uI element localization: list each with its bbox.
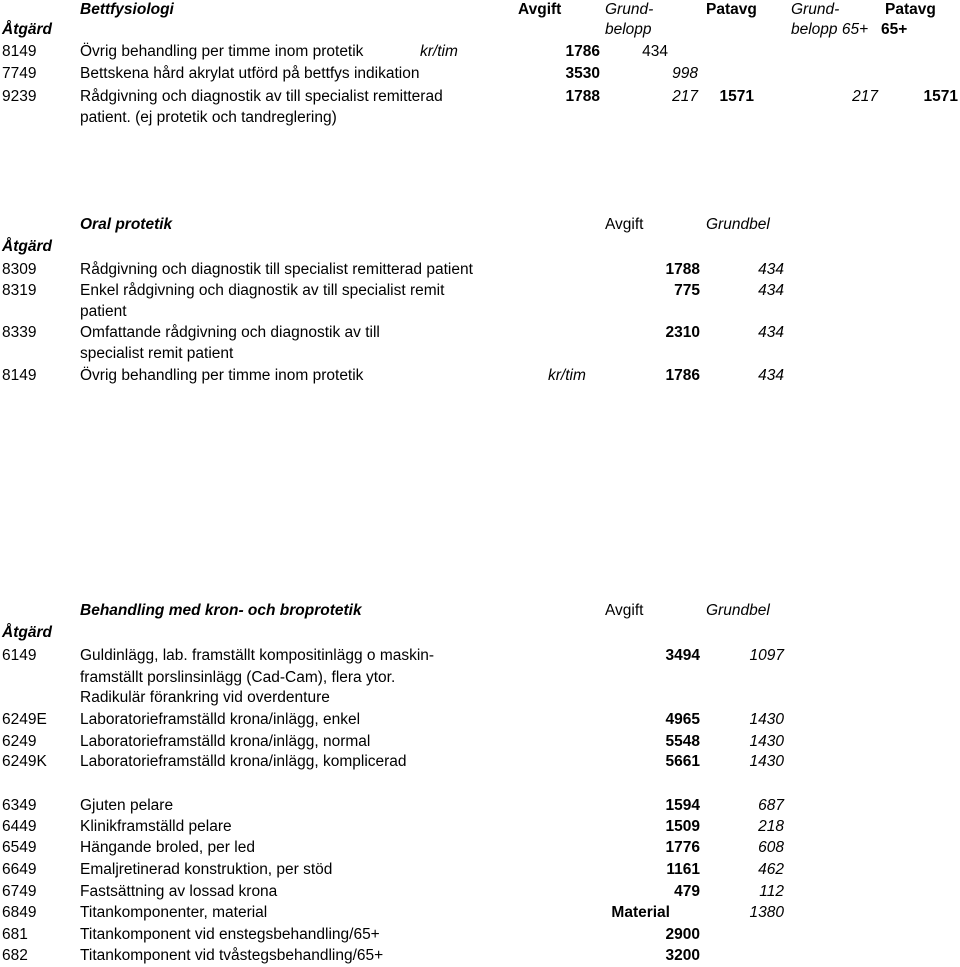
- row-desc: Titankomponenter, material: [80, 904, 268, 921]
- row-code: 6449: [2, 818, 37, 835]
- row-desc: Laboratorieframställd krona/inlägg, normal: [80, 733, 371, 750]
- row-grundbel: 218: [758, 818, 784, 835]
- col-header-atgard: Åtgärd: [2, 624, 52, 641]
- row-avgift: 2900: [665, 926, 700, 943]
- row-desc: Övrig behandling per timme inom protetik: [80, 367, 364, 384]
- col-header-grundbel: Grundbel: [706, 216, 770, 233]
- row-grundbel: 434: [758, 367, 784, 384]
- row-desc: Gjuten pelare: [80, 797, 174, 814]
- row-avgift: 2310: [665, 324, 700, 341]
- row-grundbelopp: 217: [672, 88, 698, 105]
- row-avgift: 479: [674, 883, 700, 900]
- row-desc: Bettskena hård akrylat utförd på bettfys indikation: [80, 65, 420, 82]
- row-desc: Hängande broled, per led: [80, 839, 255, 856]
- row-code: 8309: [2, 261, 37, 278]
- col-header-patavg65: Patavg: [885, 1, 936, 18]
- row-patavg65: 1571: [923, 88, 958, 105]
- row-code: 6149: [2, 647, 37, 664]
- row-code: 6849: [2, 904, 37, 921]
- row-unit: kr/tim: [548, 367, 586, 384]
- row-grundbel: 112: [759, 883, 784, 900]
- row-avgift: 1594: [665, 797, 700, 814]
- row-code: 6549: [2, 839, 37, 856]
- row-patavg: 1571: [719, 88, 754, 105]
- row-code: 681: [2, 926, 28, 943]
- row-code: 682: [2, 947, 28, 964]
- col-header-grundbelopp65-2: belopp 65+: [791, 21, 869, 38]
- col-header-avgift: Avgift: [605, 602, 644, 619]
- row-desc-continued: framställt porslinsinlägg (Cad-Cam), flera ytor.: [80, 669, 396, 686]
- col-header-avgift: Avgift: [605, 216, 644, 233]
- row-desc: Övrig behandling per timme inom protetik: [80, 43, 364, 60]
- row-desc: Guldinlägg, lab. framställt kompositinlägg o maskin-: [80, 647, 435, 664]
- row-desc: Enkel rådgivning och diagnostik av till specialist remit: [80, 282, 445, 299]
- row-code: 6749: [2, 883, 37, 900]
- row-avgift: 4965: [665, 711, 700, 728]
- row-desc: Titankomponent vid tvåstegsbehandling/65+: [80, 947, 384, 964]
- row-desc: Laboratorieframställd krona/inlägg, komplicerad: [80, 753, 407, 770]
- row-desc: Rådgivning och diagnostik till specialist remitterad patient: [80, 261, 473, 278]
- row-code: 7749: [2, 65, 37, 82]
- col-header-patavg65-2: 65+: [881, 21, 908, 38]
- row-code: 6249: [2, 733, 37, 750]
- col-header-patavg: Patavg: [706, 1, 757, 18]
- row-grundbel: 687: [758, 797, 784, 814]
- row-avgift: 3494: [665, 647, 700, 664]
- row-desc-continued: specialist remit patient: [80, 345, 234, 362]
- row-desc: Emaljretinerad konstruktion, per stöd: [80, 861, 333, 878]
- col-header-atgard: Åtgärd: [2, 21, 52, 38]
- row-avgift: 1786: [565, 43, 600, 60]
- row-code: 8149: [2, 367, 37, 384]
- row-grundbel: 434: [758, 324, 784, 341]
- row-code: 8319: [2, 282, 37, 299]
- row-avgift: 3200: [665, 947, 700, 964]
- row-code: 6349: [2, 797, 37, 814]
- row-avgift: 1788: [565, 88, 600, 105]
- row-avgift: 775: [674, 282, 700, 299]
- row-code: 8149: [2, 43, 37, 60]
- col-header-grundbel: Grundbel: [706, 602, 770, 619]
- row-desc: Rådgivning och diagnostik av till specialist remitterad: [80, 88, 443, 105]
- row-avgift: 1788: [665, 261, 700, 278]
- row-avgift: 5661: [665, 753, 700, 770]
- row-grundbel: 434: [758, 261, 784, 278]
- col-header-grundbelopp65: Grund-: [791, 1, 840, 18]
- row-code: 6249E: [2, 711, 47, 728]
- section-title: Behandling med kron- och broprotetik: [80, 602, 362, 619]
- row-grundbelopp65: 217: [852, 88, 878, 105]
- row-grundbel: 1380: [749, 904, 784, 921]
- row-desc-continued: patient: [80, 303, 127, 320]
- row-grundbel: 1430: [749, 711, 784, 728]
- row-avgift: 1776: [665, 839, 700, 856]
- row-avgift: Material: [611, 904, 670, 921]
- row-avgift: 1161: [666, 861, 700, 878]
- row-desc-continued: patient. (ej protetik och tandreglering): [80, 109, 337, 126]
- row-desc-continued: Radikulär förankring vid overdenture: [80, 689, 330, 706]
- section-title: Bettfysiologi: [80, 1, 174, 18]
- row-desc: Titankomponent vid enstegsbehandling/65+: [80, 926, 380, 943]
- row-code: 8339: [2, 324, 37, 341]
- section-title: Oral protetik: [80, 216, 173, 233]
- row-grundbel: 434: [758, 282, 784, 299]
- row-avgift: 1509: [665, 818, 700, 835]
- col-header-atgard: Åtgärd: [2, 238, 52, 255]
- row-code: 6249K: [2, 753, 47, 770]
- row-avgift: 5548: [665, 733, 700, 750]
- col-header-grundbelopp-2: belopp: [605, 21, 652, 38]
- row-grundbel: 1430: [749, 753, 784, 770]
- row-grundbel: 462: [758, 861, 784, 878]
- row-grundbel: 1430: [749, 733, 784, 750]
- col-header-avgift: Avgift: [518, 1, 562, 18]
- row-desc: Klinikframställd pelare: [80, 818, 232, 835]
- row-desc: Fastsättning av lossad krona: [80, 883, 278, 900]
- row-unit: kr/tim: [420, 43, 458, 60]
- row-code: 6649: [2, 861, 37, 878]
- row-code: 9239: [2, 88, 37, 105]
- row-grundbelopp: 998: [672, 65, 698, 82]
- row-avgift: 3530: [565, 65, 600, 82]
- row-desc: Omfattande rådgivning och diagnostik av till: [80, 324, 380, 341]
- row-grundbel: 1097: [749, 647, 784, 664]
- row-grundbel: 608: [758, 839, 784, 856]
- row-desc: Laboratorieframställd krona/inlägg, enkel: [80, 711, 361, 728]
- row-grundbelopp: 434: [642, 43, 668, 60]
- row-avgift: 1786: [665, 367, 700, 384]
- col-header-grundbelopp: Grund-: [605, 1, 654, 18]
